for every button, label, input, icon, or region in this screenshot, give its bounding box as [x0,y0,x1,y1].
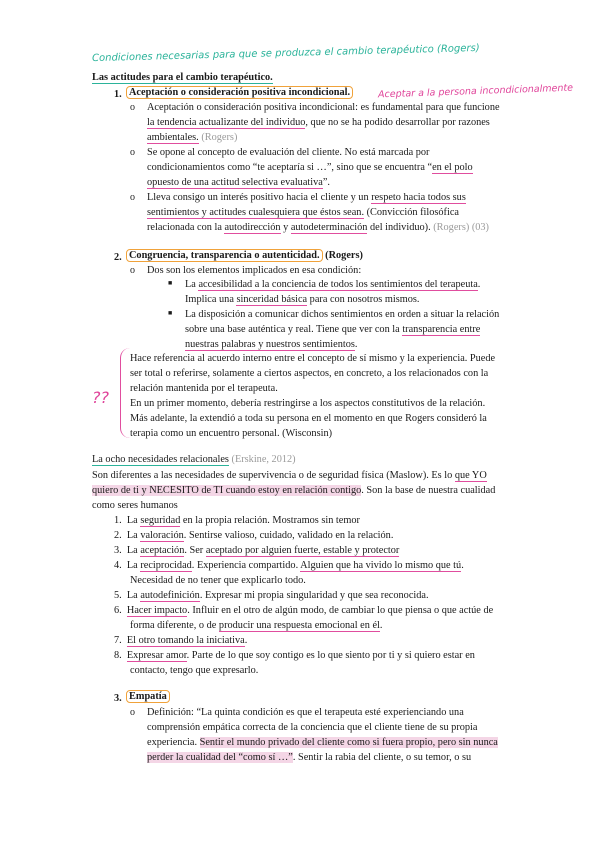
section-2-title: Congruencia, transparencia o autenticidad. (Rogers) [126,249,363,263]
bullet-circle: o [130,102,135,113]
need-item-8-cont: contacto, tengo que expresarlo. [130,665,259,676]
s2-sub2-line2: sobre una base auténtica y real. Tiene que ver con la transparencia entre [185,324,481,335]
s2-sub2-line1: La disposición a comunicar dichos sentimientos en orden a situar la relación [185,309,500,320]
margin-question-marks: ?? [92,388,109,407]
s3-bullet1-line3: experiencia. Sentir el mundo privado del cliente como si fuera propio, pero sin nunca [147,737,498,748]
relational-intro-line3: como seres humanos [92,500,178,511]
s2-bullet1: Dos son los elementos implicados en esa condición: [147,265,362,276]
need-item-3: 3. La aceptación. Ser aceptado por alguien fuerte, estable y protector [114,545,400,556]
need-item-4-cont: Necesidad de no tener que explicarlo todo. [130,575,306,586]
need-item-6: 6. Hacer impacto. Influir en el otro de algún modo, de cambiar lo que piensa o que actúe de [114,605,494,616]
s1-bullet2-line1: Se opone al concepto de evaluación del cliente. No está marcada por [147,147,430,158]
relational-needs-title: La ocho necesidades relacionales (Erskine, 2012) [92,454,296,465]
s2-sub1-line2: Implica una sinceridad básica para con nosotros mismos. [185,294,420,305]
s1-bullet3-line3: relacionada con la autodirección y autodeterminación del individuo). (Rogers) (03) [147,222,489,233]
need-item-4: 4. La reciprocidad. Experiencia compartido. Alguien que ha vivido lo mismo que tú. [114,560,464,571]
s1-bullet3-line2: sentimientos y actitudes cualesquiera que éstos sean. (Convicción filosófica [147,207,459,218]
s1-bullet2-line2: condicionamientos como “te aceptaría si …”, sino que se encuentra “en el polo [147,162,473,173]
s2-para1-line3: relación mantenida por el terapeuta. [130,383,278,394]
s1-bullet2-line3: opuesto de una actitud selectiva evaluativa”. [147,177,330,188]
bullet-circle: o [130,147,135,158]
need-item-5: 5. La autodefinición. Expresar mi propia singularidad y que sea reconocida. [114,590,429,601]
need-item-2: 2. La valoración. Sentirse valioso, cuidado, validado en la relación. [114,530,394,541]
need-item-7: 7. El otro tomando la iniciativa. [114,635,248,646]
relational-intro-line2: quiero de ti y NECESITO de TI cuando estoy en relación contigo. Son la base de nuestra cualidad [92,485,496,496]
s2-para2-line1: En un primer momento, debería restringirse a los aspectos constitutivos de la relación. [130,398,486,409]
bullet-circle: o [130,192,135,203]
document-heading: Las actitudes para el cambio terapéutico. [92,72,273,83]
section-3-number: 3. [114,693,122,704]
section-3-title: Empatía [126,690,170,704]
s2-sub2-line3: nuestras palabras y nuestros sentimientos. [185,339,358,350]
s1-bullet1-line2: la tendencia actualizante del individuo, que no se ha podido desarrollar por razones [147,117,490,128]
need-item-6-cont: forma diferente, o de producir una respuesta emocional en él. [130,620,383,631]
section-1-number: 1. [114,89,122,100]
bullet-circle: o [130,707,135,718]
s2-para2-line2: Más adelante, la extendió a toda su persona en el momento en que Rogers consideró la [130,413,487,424]
need-item-1: 1. La seguridad en la propia relación. Mostramos sin temor [114,515,360,526]
s2-para1-line2: ser total o referirse, solamente a ciertos aspectos, en concreto, a los relacionados con la [130,368,489,379]
s3-bullet1-line4: perder la cualidad del “como sí …”. Sentir la rabia del cliente, o su temor, o su [147,752,472,763]
s3-bullet1-line1: Definición: “La quinta condición es que el terapeuta esté experienciando una [147,707,464,718]
s1-bullet1-line1: Aceptación o consideración positiva incondicional: es fundamental para que funcione [147,102,500,113]
bullet-square: ■ [168,309,173,317]
handwritten-title-note: Condiciones necesarias para que se produzca el cambio terapéutico (Rogers) [91,42,480,65]
section-2-number: 2. [114,252,122,263]
s2-para1-line1: Hace referencia al acuerdo interno entre el concepto de sí mismo y la experiencia. Puede [130,353,496,364]
section-1-title: Aceptación o consideración positiva incondicional. [126,86,353,100]
bullet-circle: o [130,265,135,276]
s2-para2-line3: terapia como un encuentro personal. (Wisconsin) [130,428,333,439]
s1-bullet1-line3: ambientales. (Rogers) [147,132,238,143]
s1-bullet3-line1: Lleva consigo un interés positivo hacia el cliente y un respeto hacia todos sus [147,192,466,203]
relational-intro-line1: Son diferentes a las necesidades de supervivencia o de seguridad física (Maslow). Es lo que YO [92,470,487,481]
s2-sub1-line1: La accesibilidad a la conciencia de todos los sentimientos del terapeuta. [185,279,481,290]
handwritten-side-note: Aceptar a la persona incondicionalmente [377,82,574,101]
need-item-8: 8. Expresar amor. Parte de lo que soy contigo es lo que siento por ti y si quiero estar en [114,650,475,661]
s3-bullet1-line2: comprensión empática correcta de la conciencia que el cliente tiene de su propia [147,722,478,733]
bullet-square: ■ [168,279,173,287]
